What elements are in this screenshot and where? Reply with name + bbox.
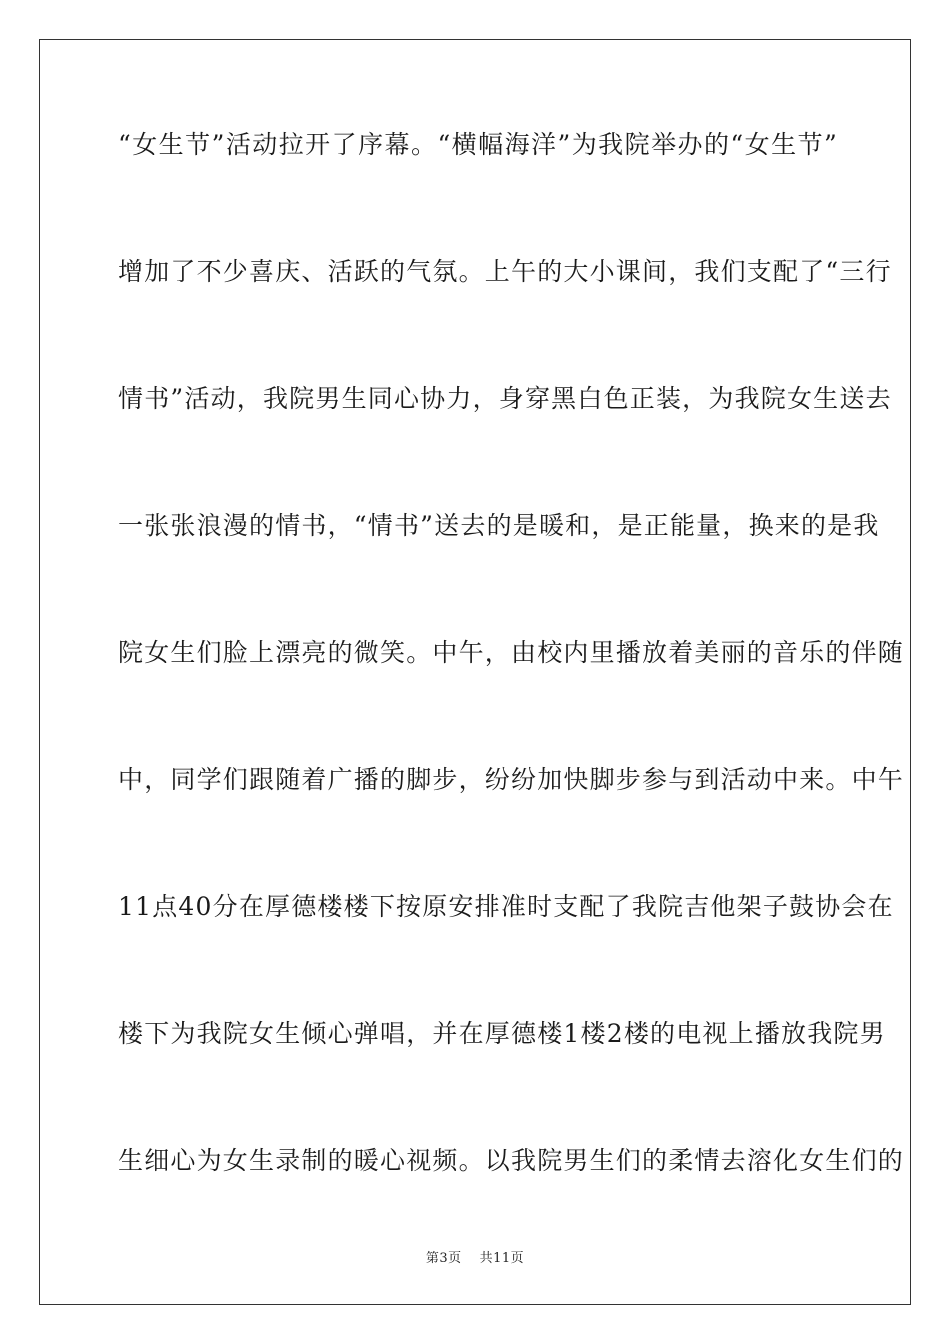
page-number: 第3页 [425,1251,462,1266]
page-total: 共11页 [479,1251,525,1266]
text-line: 生细心为女生录制的暖心视频。以我院男生们的柔情去溶化女生们的 [118,1146,905,1175]
text-line: 中，同学们跟随着广播的脚步，纷纷加快脚步参与到活动中来。中午 [118,765,905,794]
text-line: 11点40分在厚德楼楼下按原安排准时支配了我院吉他架子鼓协会在 [118,892,894,921]
document-body [118,125,905,1268]
page-footer [0,1247,950,1266]
text-line: 楼下为我院女生倾心弹唱，并在厚德楼1楼2楼的电视上播放我院男 [118,1019,886,1048]
text-line: 情书”活动，我院男生同心协力，身穿黑白色正装，为我院女生送去 [118,384,892,413]
text-line: 增加了不少喜庆、活跃的气氛。上午的大小课间，我们支配了“三行 [118,257,892,286]
text-line: 一张张浪漫的情书，“情书”送去的是暖和，是正能量，换来的是我 [118,511,880,540]
text-line: “女生节”活动拉开了序幕。“横幅海洋”为我院举办的“女生节” [118,130,838,159]
text-line: 院女生们脸上漂亮的微笑。中午，由校内里播放着美丽的音乐的伴随 [118,638,905,667]
